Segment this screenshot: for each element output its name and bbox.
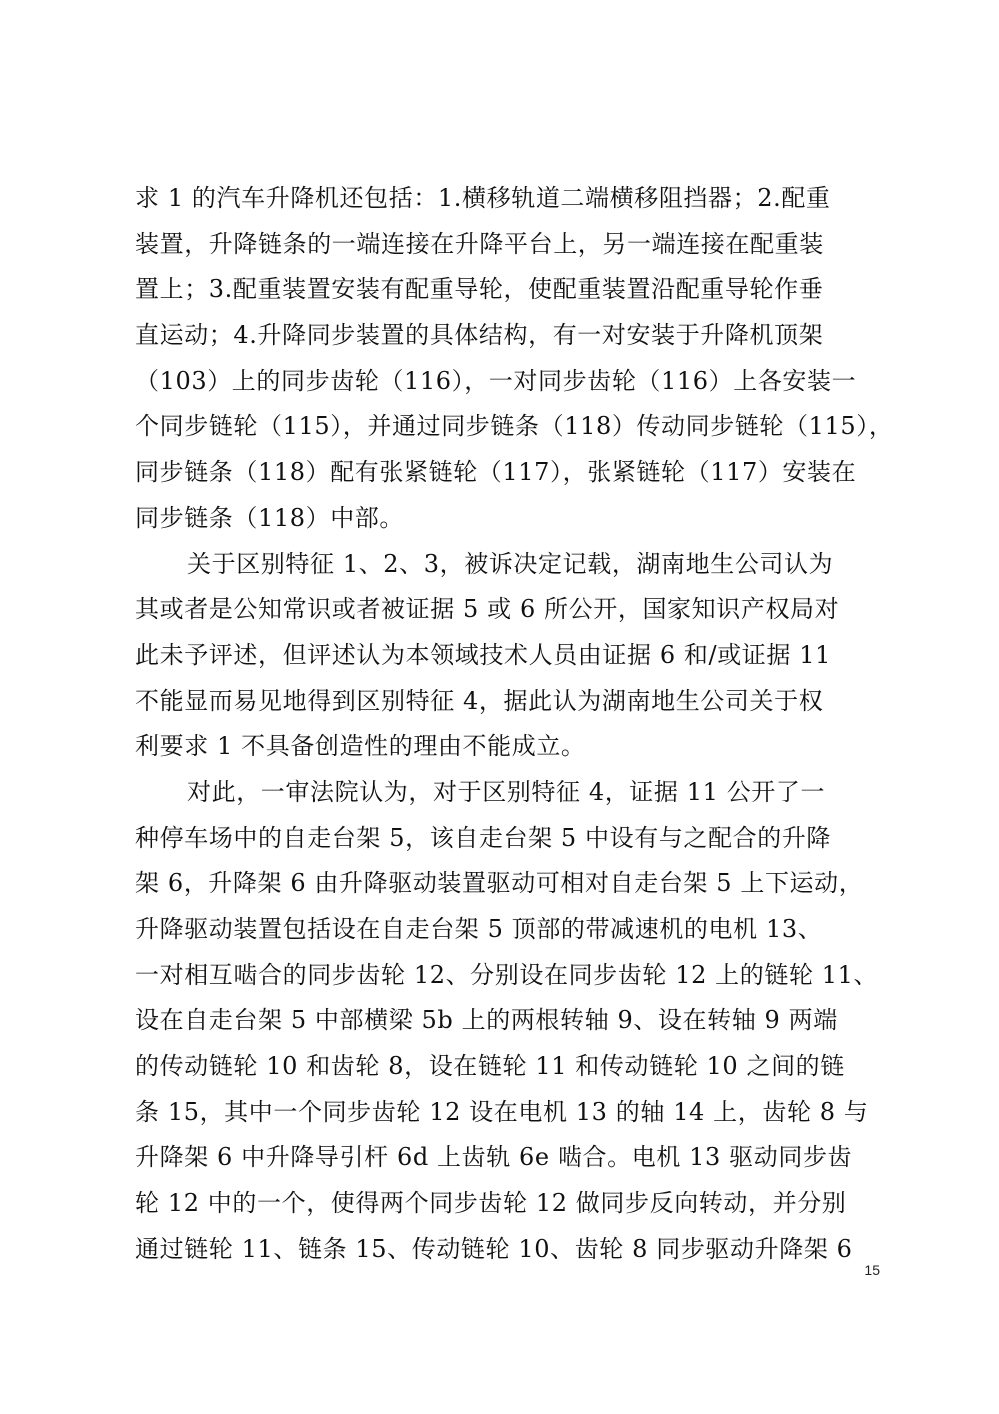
paragraph-3 [135, 770, 877, 1273]
text-line: 装置，升降链条的一端连接在升降平台上，另一端连接在配重装 [135, 229, 824, 258]
text-line: 同步链条（118）中部。 [135, 503, 405, 532]
text-line: 个同步链轮（115），并通过同步链条（118）传动同步链轮（115）， [135, 412, 894, 441]
text-line: 条 15，其中一个同步齿轮 12 设在电机 13 的轴 14 上，齿轮 8 与 [135, 1097, 869, 1126]
text-line: 一对相互啮合的同步齿轮 12、分别设在同步齿轮 12 上的链轮 11、 [135, 960, 879, 989]
text-line: 通过链轮 11、链条 15、传动链轮 10、齿轮 8 同步驱动升降架 6 [135, 1234, 853, 1263]
text-line: 设在自走台架 5 中部横梁 5b 上的两根转轴 9、设在转轴 9 两端 [135, 1006, 838, 1035]
text-line: 关于区别特征 1、2、3，被诉决定记载，湖南地生公司认为 [187, 549, 834, 578]
text-line: 轮 12 中的一个，使得两个同步齿轮 12 做同步反向转动，并分别 [135, 1189, 847, 1218]
text-line: 利要求 1 不具备创造性的理由不能成立。 [135, 732, 586, 761]
text-line: 的传动链轮 10 和齿轮 8，设在链轮 11 和传动链轮 10 之间的链 [135, 1052, 845, 1081]
text-line: 对此，一审法院认为，对于区别特征 4，证据 11 公开了一 [187, 777, 826, 806]
text-line: 种停车场中的自走台架 5，该自走台架 5 中设有与之配合的升降 [135, 823, 832, 852]
text-line: 架 6，升降架 6 由升降驱动装置驱动可相对自走台架 5 上下运动， [135, 869, 864, 898]
text-line: 直运动；4.升降同步装置的具体结构，有一对安装于升降机顶架 [135, 321, 824, 350]
text-line: 求 1 的汽车升降机还包括：1.横移轨道二端横移阻挡器；2.配重 [135, 184, 831, 212]
text-line: （103）上的同步齿轮（116），一对同步齿轮（116）上各安装一 [135, 366, 857, 395]
text-line: 升降驱动装置包括设在自走台架 5 顶部的带减速机的电机 13、 [135, 915, 823, 943]
text-line: 不能显而易见地得到区别特征 4，据此认为湖南地生公司关于权 [135, 686, 824, 715]
text-line: 置上；3.配重装置安装有配重导轮，使配重装置沿配重导轮作垂 [135, 275, 824, 304]
text-line: 此未予评述，但评述认为本领域技术人员由证据 6 和/或证据 11 [135, 640, 831, 669]
text-line: 其或者是公知常识或者被证据 5 或 6 所公开，国家知识产权局对 [135, 595, 840, 624]
text-line: 同步链条（118）配有张紧链轮（117），张紧链轮（117）安装在 [135, 458, 857, 487]
paragraph-2 [135, 542, 877, 770]
text-line: 升降架 6 中升降导引杆 6d 上齿轨 6e 啮合。电机 13 驱动同步齿 [135, 1143, 853, 1172]
paragraph-1 [135, 176, 894, 542]
document-body [135, 176, 894, 1273]
page-number: 15 [864, 1262, 880, 1278]
